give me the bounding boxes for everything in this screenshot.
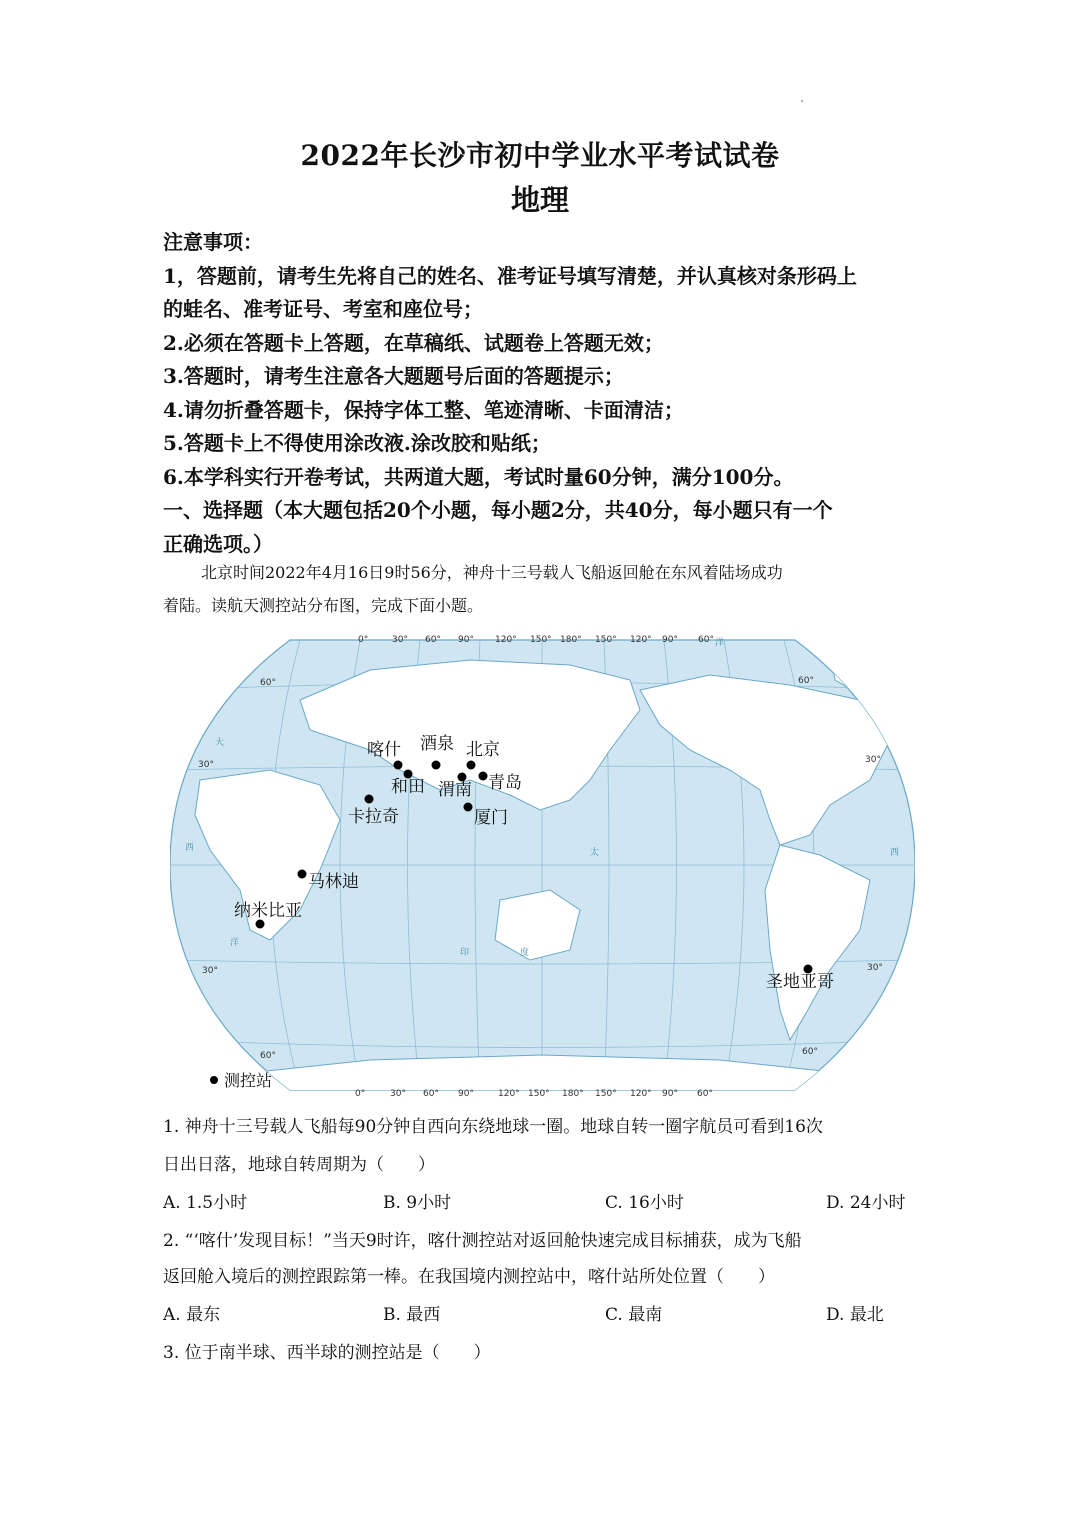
legend-label: 测控站 (224, 1071, 273, 1090)
station-dot-karachi (365, 795, 374, 804)
degree-label: 120° (495, 635, 517, 645)
degree-label: 90° (662, 1089, 678, 1099)
svg-text:洋: 洋 (715, 638, 725, 648)
svg-text:度: 度 (520, 948, 530, 958)
legend-dot (210, 1076, 218, 1084)
world-map (170, 630, 915, 1100)
station-dot-kashgar (394, 761, 403, 770)
degree-label: 60° (425, 635, 441, 645)
notes-heading: 注意事项： (163, 230, 263, 254)
question-1-options (163, 1188, 923, 1218)
option-a[interactable]: A. 最东 (163, 1305, 221, 1325)
degree-label: 120° (630, 1089, 652, 1099)
speck (801, 100, 803, 102)
station-label-kashgar: 喀什 (367, 740, 401, 760)
intro-line: 着陆。读航天测控站分布图，完成下面小题。 (163, 596, 484, 615)
lat-label: 30° (198, 760, 214, 770)
station-label-karachi: 卡拉奇 (348, 807, 399, 827)
option-d[interactable]: D. 24小时 (826, 1193, 906, 1213)
lat-label: 60° (260, 1051, 276, 1061)
station-dot-qingdao (479, 772, 488, 781)
svg-text:西: 西 (185, 843, 195, 853)
degree-label: 0° (355, 1089, 366, 1099)
lat-label: 30° (867, 963, 883, 973)
degree-label: 30° (392, 635, 408, 645)
question-3-line1: 3. 位于南半球、西半球的测控站是（ ） (163, 1343, 491, 1363)
station-label-malindi: 马林迪 (308, 872, 359, 892)
station-label-hotan: 和田 (391, 777, 425, 797)
section-heading-cont: 正确选项。） (163, 531, 273, 556)
degree-label: 60° (697, 1089, 713, 1099)
notes-block (163, 226, 923, 561)
station-dot-beijing (467, 761, 476, 770)
option-b[interactable]: B. 最西 (383, 1305, 441, 1325)
option-d[interactable]: D. 最北 (826, 1305, 884, 1325)
degree-label: 120° (630, 635, 652, 645)
note-line: 6.本学科实行开卷考试，共两道大题，考试时量60分钟，满分100分。 (163, 464, 794, 489)
station-dot-xiamen (464, 803, 473, 812)
section-heading: 一、选择题（本大题包括20个小题，每小题2分，共40分，每小题只有一个 (163, 498, 833, 522)
station-dot-malindi (298, 870, 307, 879)
station-label-xiamen: 厦门 (474, 808, 508, 828)
station-label-qingdao: 青岛 (488, 773, 522, 793)
lat-label: 60° (260, 678, 276, 688)
svg-text:印: 印 (460, 948, 470, 958)
degree-label: 60° (423, 1089, 439, 1099)
question-1-line2: 日出日落，地球自转周期为（ ） (163, 1155, 435, 1175)
option-b[interactable]: B. 9小时 (383, 1193, 452, 1213)
svg-text:西: 西 (890, 848, 900, 858)
station-label-santiago: 圣地亚哥 (766, 972, 834, 992)
subject-title: 地理 (510, 183, 569, 217)
degree-label: 150° (530, 635, 552, 645)
lat-label: 30° (865, 755, 881, 765)
degree-label: 60° (698, 635, 714, 645)
degree-label: 90° (662, 635, 678, 645)
station-label-weinan: 渭南 (438, 780, 472, 800)
note-line: 5.答题卡上不得使用涂改液.涂改胶和贴纸； (163, 431, 551, 455)
svg-text:太: 太 (590, 848, 600, 858)
note-line: 4.请勿折叠答题卡，保持字体工整、笔迹清晰、卡面清洁； (163, 397, 684, 422)
svg-text:大: 大 (215, 738, 225, 748)
option-c[interactable]: C. 最南 (605, 1305, 663, 1325)
degree-label: 90° (458, 1089, 474, 1099)
degree-label: 120° (498, 1089, 520, 1099)
question-2-options (163, 1300, 923, 1330)
option-c[interactable]: C. 16小时 (605, 1193, 684, 1213)
svg-text:洋: 洋 (230, 938, 240, 948)
degree-label: 90° (458, 635, 474, 645)
degree-label: 150° (595, 635, 617, 645)
degree-label: 150° (595, 1089, 617, 1099)
option-a[interactable]: A. 1.5小时 (163, 1193, 248, 1213)
question-2-line1: 2. “‘喀什’发现目标！”当天9时许，喀什测控站对返回舱快速完成目标捕获，成为飞船 (163, 1231, 802, 1251)
station-dot-jiuquan (432, 761, 441, 770)
note-line: 1，答题前，请考生先将自己的姓名、准考证号填写清楚，并认真核对条形码上 (163, 263, 857, 288)
degree-label: 0° (358, 635, 369, 645)
lat-label: 60° (798, 676, 814, 686)
degree-label: 150° (528, 1089, 550, 1099)
lat-label: 60° (802, 1047, 818, 1057)
degree-label: 180° (562, 1089, 584, 1099)
intro-text (163, 556, 923, 622)
note-line: 3.答题时，请考生注意各大题题号后面的答题提示； (163, 364, 624, 388)
degree-label: 180° (560, 635, 582, 645)
station-label-namibia: 纳米比亚 (234, 901, 302, 921)
lat-label: 30° (202, 966, 218, 976)
station-label-beijing: 北京 (466, 740, 500, 760)
note-line: 的蛙名、准考证号、考室和座位号； (163, 297, 483, 321)
degree-label: 30° (390, 1089, 406, 1099)
note-line: 2.必须在答题卡上答题，在草稿纸、试题卷上答题无效； (163, 330, 664, 355)
question-1-line1: 1. 神舟十三号载人飞船每90分钟自西向东绕地球一圈。地球自转一圈字航员可看到16次 (163, 1117, 823, 1137)
world-map-svg (170, 630, 915, 1100)
exam-title: 2022年长沙市初中学业水平考试试卷 (300, 139, 780, 172)
question-2-line2: 返回舱入境后的测控跟踪第一棒。在我国境内测控站中，喀什站所处位置（ ） (163, 1267, 775, 1287)
intro-line: 北京时间2022年4月16日9时56分，神舟十三号载人飞船返回舱在东风着陆场成功 (201, 563, 783, 582)
station-label-jiuquan: 酒泉 (420, 734, 454, 754)
